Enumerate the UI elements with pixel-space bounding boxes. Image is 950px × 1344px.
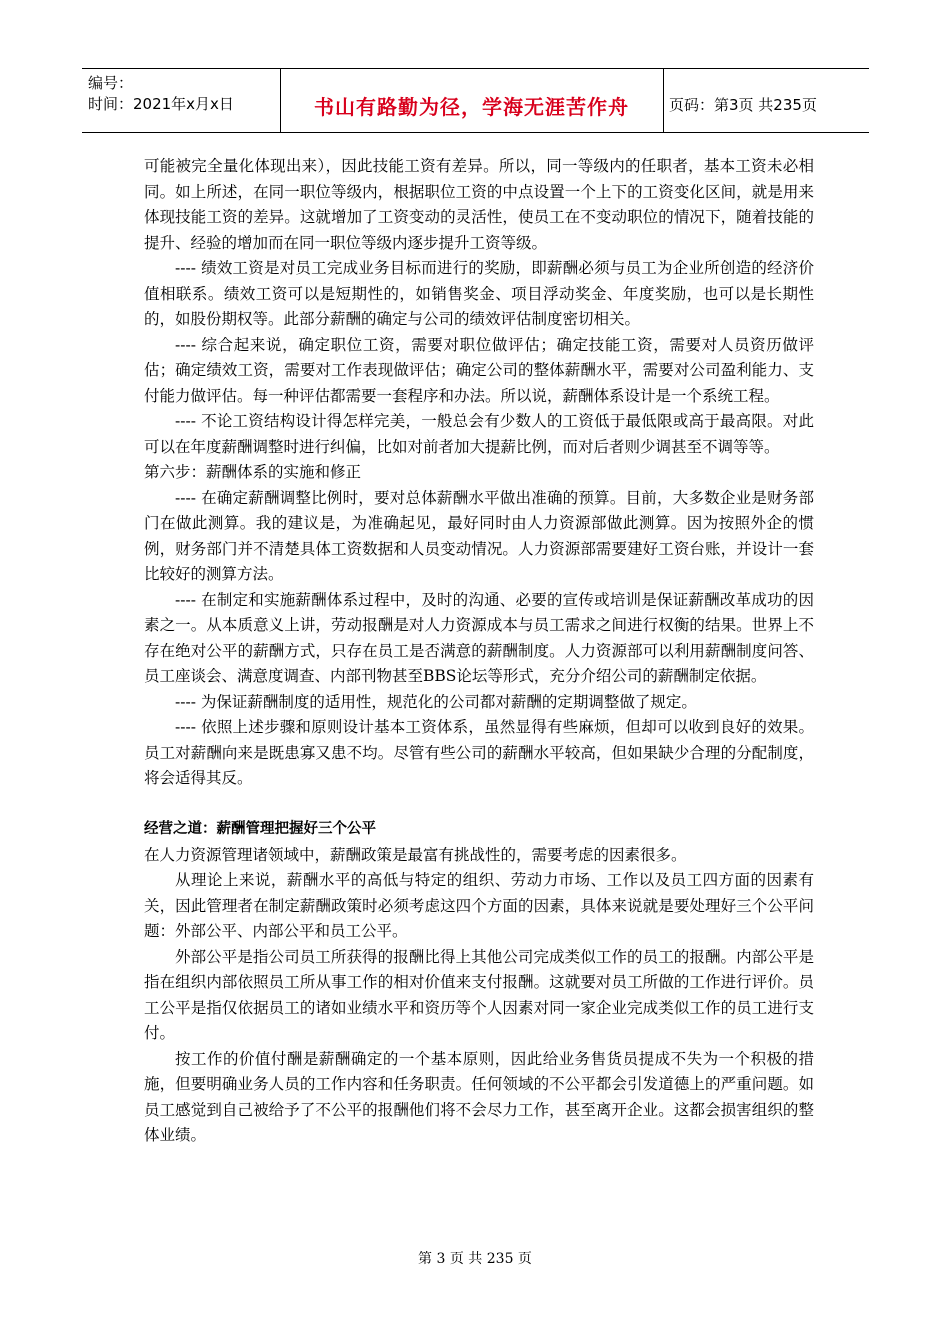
- number-label: 编号：: [88, 74, 134, 92]
- header-page-label: 页码：第3页 共235页: [669, 96, 817, 114]
- paragraph: 外部公平是指公司员工所获得的报酬比得上其他公司完成类似工作的员工的报酬。内部公平是指在组织内部依照员工所从事工作的相对价值来支付报酬。这就要对员工所做的工作进行评价。员工公平是指仅依据员工的诸如业绩水平和资历等个人因素对同一家企业完成类似工作的员工进行支付。: [144, 947, 814, 1042]
- paragraph: ---- 依照上述步骤和原则设计基本工资体系，虽然显得有些麻烦，但却可以收到良好的效果。员工对薪酬向来是既患寡又患不均。尽管有些公司的薪酬水平较高，但如果缺少合理的分配制度，将会适得其反。: [144, 718, 814, 787]
- paragraph: 按工作的价值付酬是薪酬确定的一个基本原则，因此给业务售货员提成不失为一个积极的措施，但要明确业务人员的工作内容和任务职责。任何领域的不公平都会引发道德上的严重问题。如员工感觉到自己被给予了不公平的报酬他们将不会尽力工作，甚至离开企业。这都会损害组织的整体业绩。: [144, 1049, 814, 1144]
- header-info-cell: [82, 69, 281, 132]
- paragraph: ---- 综合起来说，确定职位工资，需要对职位做评估；确定技能工资，需要对人员资历做评估；确定绩效工资，需要对工作表现做评估；确定公司的整体薪酬水平，需要对公司盈利能力、支付能力做评估。每一种评估都需要一套程序和办法。所以说，薪酬体系设计是一个系统工程。: [144, 335, 814, 405]
- paragraph: ---- 为保证薪酬制度的适用性，规范化的公司都对薪酬的定期调整做了规定。: [175, 692, 697, 711]
- page-header: [82, 68, 869, 133]
- paragraph: ---- 在制定和实施薪酬体系过程中，及时的沟通、必要的宣传或培训是保证薪酬改革成功的因素之一。从本质意义上讲，劳动报酬是对人力资源成本与员工需求之间进行权衡的结果。世界上不存在绝对公平的薪酬方式，只存在员工是否满意的薪酬制度。人力资源部可以利用薪酬制度问答、员工座谈会、满意度调查、内部刊物甚至BBS论坛等形式，充分介绍公司的薪酬制定依据。: [144, 590, 814, 685]
- section-heading: 第六步：薪酬体系的实施和修正: [144, 463, 362, 481]
- article-title: 经营之道：薪酬管理把握好三个公平: [144, 821, 376, 837]
- header-page-cell: [663, 69, 869, 132]
- time-label: 时间：2021年x月x日: [88, 95, 234, 113]
- paragraph: 可能被完全量化体现出来），因此技能工资有差异。所以，同一等级内的任职者，基本工资未必相同。如上所述，在同一职位等级内，根据职位工资的中点设置一个上下的工资变化区间，就是用来体现技能工资的差异。这就增加了工资变动的灵活性，使员工在不变动职位的情况下，随着技能的提升、经验的增加而在同一职位等级内逐步提升工资等级。: [144, 157, 814, 252]
- paragraph: 从理论上来说，薪酬水平的高低与特定的组织、劳动力市场、工作以及员工四方面的因素有关，因此管理者在制定薪酬政策时必须考虑这四个方面的因素，具体来说就是要处理好三个公平问题：外部公平、内部公平和员工公平。: [144, 871, 814, 940]
- page-footer: 第 3 页 共 235 页: [418, 1251, 532, 1267]
- document-body: [144, 154, 814, 1149]
- paragraph: 在人力资源管理诸领域中，薪酬政策是最富有挑战性的，需要考虑的因素很多。: [144, 845, 687, 864]
- paragraph: ---- 不论工资结构设计得怎样完美，一般总会有少数人的工资低于最低限或高于最高限。对此可以在年度薪酬调整时进行纠偏，比如对前者加大提薪比例，而对后者则少调甚至不调等等。: [144, 412, 814, 456]
- paragraph: ---- 绩效工资是对员工完成业务目标而进行的奖励，即薪酬必须与员工为企业所创造的经济价值相联系。绩效工资可以是短期性的，如销售奖金、项目浮动奖金、年度奖励，也可以是长期性的，如股份期权等。此部分薪酬的确定与公司的绩效评估制度密切相关。: [144, 259, 814, 328]
- motto-text: 书山有路勤为径，学海无涯苦作舟: [314, 95, 629, 119]
- header-motto-cell: [280, 69, 664, 132]
- blank-line: [144, 792, 814, 818]
- paragraph: ---- 在确定薪酬调整比例时，要对总体薪酬水平做出准确的预算。目前，大多数企业是财务部门在做此测算。我的建议是，为准确起见，最好同时由人力资源部做此测算。因为按照外企的惯例，财务部门并不清楚具体工资数据和人员变动情况。人力资源部需要建好工资台账，并设计一套比较好的测算方法。: [144, 488, 814, 583]
